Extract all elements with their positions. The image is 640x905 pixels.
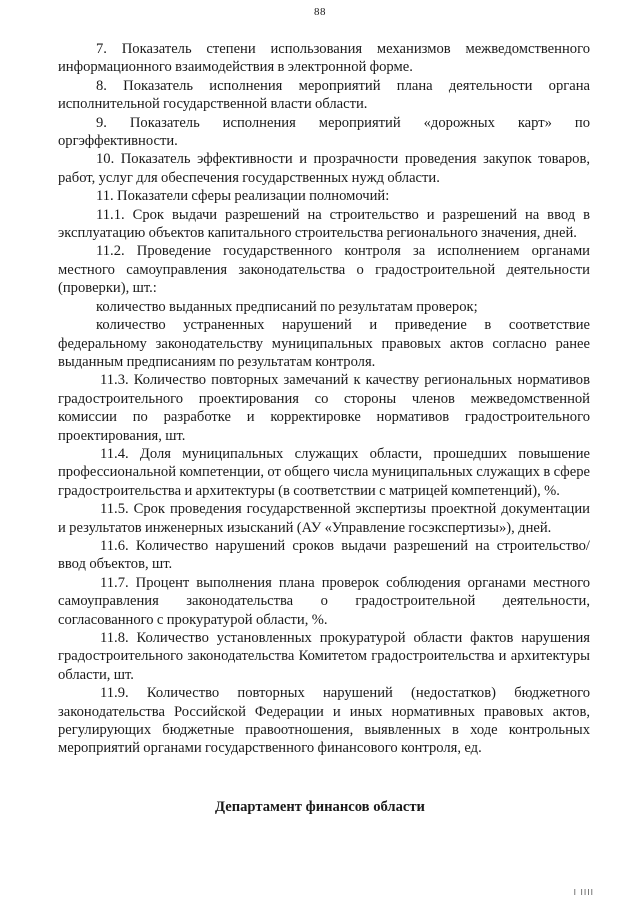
paragraph-item-11-5: 11.5. Срок проведения государственной экспертизы проектной документации и результатов инженерных изысканий (АУ «Управление госэкспертизы»), дней.: [58, 501, 590, 536]
paragraph-item-11: 11. Показатели сферы реализации полномочий:: [96, 188, 390, 205]
paragraph-item-11-3: 11.3. Количество повторных замечаний к качеству региональных нормативов градостроительного проектирования со стороны членов межведомственной комиссии по разработке и корректировке нормативов градостроительного проектирования, шт.: [58, 372, 590, 444]
paragraph-item-11-9: 11.9. Количество повторных нарушений (недостатков) бюджетного законодательства Российской Федерации и иных нормативных правовых актов, регулирующих бюджетные правоотношения, выявленных в ходе контрольных мероприятий органами государственного финансового контроля, ед.: [58, 685, 590, 757]
paragraph-item-10: 10. Показатель эффективности и прозрачности проведения закупок товаров, работ, услуг для обеспечения государственных нужд области.: [58, 151, 590, 186]
paragraph-item-7: 7. Показатель степени использования механизмов межведомственного информационного взаимодействия в электронной форме.: [58, 41, 590, 76]
paragraph-item-11-2: 11.2. Проведение государственного контроля за исполнением органами местного самоуправления законодательства о градостроительной деятельности (проверки), шт.:: [58, 243, 590, 297]
paragraph-item-11-8: 11.8. Количество установленных прокуратурой области фактов нарушения градостроительного законодательства Комитетом градостроительства и архитектуры области, шт.: [58, 630, 590, 683]
page-number: 88: [314, 6, 326, 18]
paragraph-item-11-6: 11.6. Количество нарушений сроков выдачи разрешений на строительство/ввод объектов, шт.: [58, 537, 590, 573]
paragraph-item-11-4: 11.4. Доля муниципальных служащих области, прошедших повышение профессиональной компетенции, от общего числа муниципальных служащих в сфере градостроительства и архитектуры (в соответствии с матрицей компетенций), %.: [58, 445, 590, 499]
section-heading: Департамент финансов области: [215, 799, 425, 815]
document-body: [58, 40, 590, 758]
paragraph-list-violations: количество устраненных нарушений и приведение в соответствие федеральному законодательству муниципальных правовых актов согласно ранее выданным предписаниям по результатам контроля.: [58, 317, 590, 370]
paragraph-item-9: 9. Показатель исполнения мероприятий «дорожных карт» по оргэффективности.: [58, 114, 590, 150]
paragraph-item-11-7: 11.7. Процент выполнения плана проверок соблюдения органами местного самоуправления законодательства о градостроительной деятельности, согласованного с прокуратурой области, %.: [58, 574, 590, 628]
paragraph-item-11-1: 11.1. Срок выдачи разрешений на строительство и разрешений на ввод в эксплуатацию объектов капитального строительства регионального значения, дней.: [58, 206, 590, 242]
paragraph-item-8: 8. Показатель исполнения мероприятий плана деятельности органа исполнительной государственной власти области.: [58, 77, 590, 113]
paragraph-list-prescriptions: количество выданных предписаний по результатам проверок;: [96, 298, 478, 315]
scan-marks: I IIII: [573, 888, 594, 897]
